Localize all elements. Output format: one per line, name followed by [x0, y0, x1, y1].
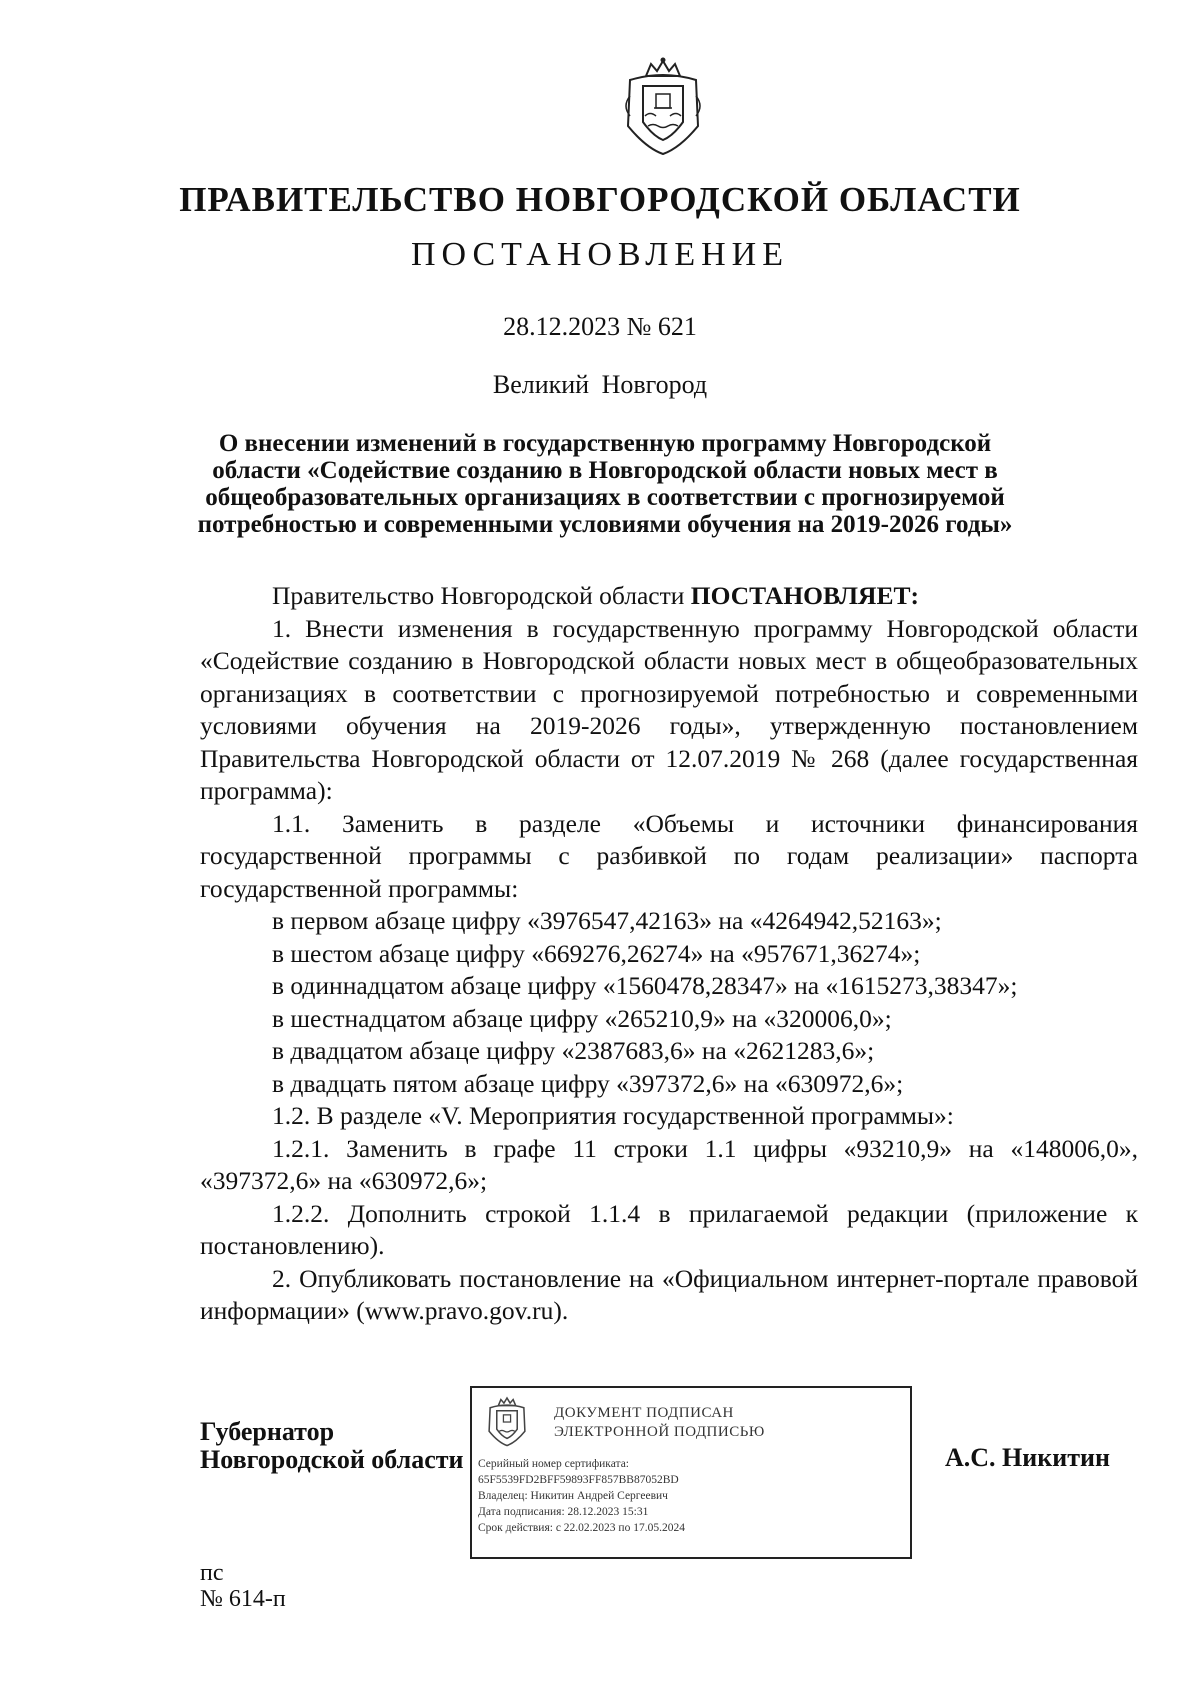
decree-word: ПОСТАНОВЛЯЕТ: [690, 581, 919, 610]
footer-initials: пс [200, 1560, 224, 1586]
document-subject: О внесении изменений в государственную программу Новгородской области «Содействие созданию в Новгородской области новых мест в общеобразовательных организациях в соответствии с прогнозируемой потребностью и современными условиями обучения на 2019-2026 годы» [197, 430, 1013, 538]
organization-title: ПРАВИТЕЛЬСТВО НОВГОРОДСКОЙ ОБЛАСТИ [179, 180, 1021, 219]
paragraph-1-2-2: 1.2.2. Дополнить строкой 1.1.4 в прилагаемой редакции (приложение к постановлению). [200, 1198, 1138, 1260]
signer-name: А.С. Никитин [945, 1443, 1110, 1472]
stamp-details [478, 1456, 685, 1536]
stamp-heading-line1: ДОКУМЕНТ ПОДПИСАН [554, 1405, 734, 1421]
signer-position-line2: Новгородской области [200, 1445, 464, 1474]
paragraph-1-2: 1.2. В разделе «V. Мероприятия государственной программы»: [272, 1101, 954, 1130]
document-date-number: 28.12.2023 № 621 [503, 312, 697, 341]
footer-reference [200, 1560, 286, 1612]
paragraph-1: 1. Внести изменения в государственную программу Новгородской области «Содействие созданию в Новгородской области новых мест в общеобразовательных организациях в соответствии с прогнозируемой потребностью и современными условиями обучения на 2019-2026 годы», утвержденную постановлением Правительства Новгородской области от 12.07.2019 № 268 (далее государственная программа): [200, 613, 1138, 805]
preamble-text: Правительство Новгородской области [272, 581, 691, 610]
signer-position-line1: Губернатор [200, 1417, 335, 1446]
document-city: Великий Новгород [492, 370, 708, 399]
stamp-cert-number: 65F5539FD2BFF59893FF857BB87052BD [478, 1474, 679, 1486]
stamp-heading [554, 1404, 765, 1442]
list-item: в шестнадцатом абзаце цифру «265210,9» на «320006,0»; [272, 1003, 892, 1033]
stamp-cert-label: Серийный номер сертификата: [478, 1458, 629, 1470]
preamble [200, 580, 1138, 613]
list-item: в двадцать пятом абзаце цифру «397372,6» на «630972,6»; [272, 1068, 904, 1098]
stamp-validity: Срок действия: с 22.02.2023 по 17.05.2024 [478, 1522, 685, 1534]
stamp-owner: Владелец: Никитин Андрей Сергеевич [478, 1490, 668, 1502]
list-item: в первом абзаце цифру «3976547,42163» на «4264942,52163»; [272, 906, 942, 935]
paragraph-1-2-1: 1.2.1. Заменить в графе 11 строки 1.1 цифры «93210,9» на «148006,0», «397372,6» на «630972,6»; [200, 1133, 1138, 1195]
document-type: ПОСТАНОВЛЕНИЕ [410, 236, 790, 273]
stamp-heading-line2: ЭЛЕКТРОННОЙ ПОДПИСЬЮ [554, 1424, 765, 1440]
signer-position [200, 1418, 464, 1474]
document-body [200, 580, 1138, 1328]
footer-number: № 614-п [200, 1586, 286, 1612]
novgorod-coat-of-arms-icon [484, 1394, 530, 1448]
list-item: в шестом абзаце цифру «669276,26274» на «957671,36274»; [272, 938, 921, 968]
paragraph-2: 2. Опубликовать постановление на «Официальном интернет-портале правовой информации» (www.pravo.gov.ru). [200, 1263, 1138, 1325]
novgorod-coat-of-arms-icon [618, 56, 708, 156]
list-item: в двадцатом абзаце цифру «2387683,6» на «2621283,6»; [272, 1036, 875, 1065]
electronic-signature-stamp [470, 1386, 912, 1559]
stamp-signed-date: Дата подписания: 28.12.2023 15:31 [478, 1506, 649, 1518]
paragraph-1-1: 1.1. Заменить в разделе «Объемы и источники финансирования государственной программы с разбивкой по годам реализации» паспорта государственной программы: [200, 808, 1138, 903]
list-item: в одиннадцатом абзаце цифру «1560478,28347» на «1615273,38347»; [272, 971, 1018, 1000]
